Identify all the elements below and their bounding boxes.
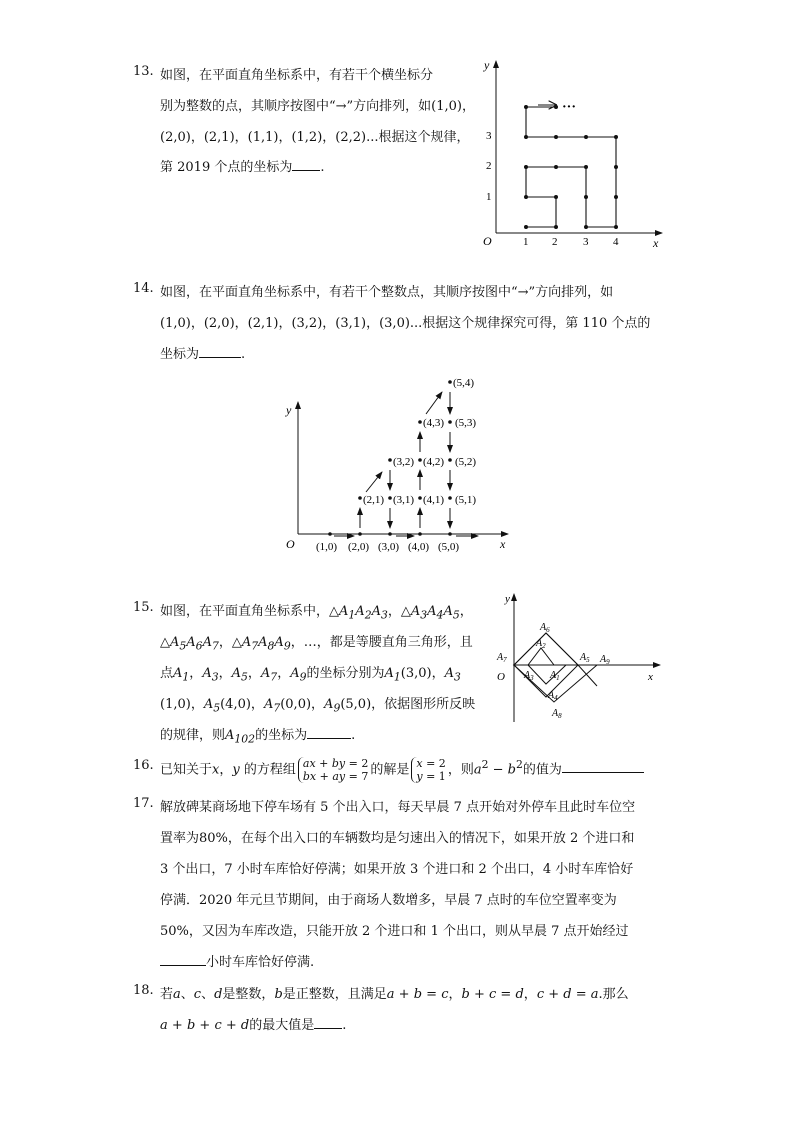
q13-number: 13. <box>133 64 154 79</box>
q13-answer-blank[interactable] <box>292 156 320 171</box>
svg-text:A7: $A_7$ <box>497 652 507 664</box>
q13-line4: 第 2019 个点的坐标为 . <box>160 156 325 175</box>
q14-pt: (3,1) <box>393 494 415 506</box>
q15-line2: $\triangle A_5A_6A_7$，$\triangle A_7A_8A_9$，…，都是等腰直角三角形，且 <box>160 635 473 653</box>
q15-origin: O <box>497 671 505 683</box>
svg-text:A2: $A_2$ <box>536 638 546 650</box>
q13-ytick: 1 <box>486 191 492 203</box>
svg-text:A5: $A_5$ <box>580 652 590 664</box>
q13-x-label: x <box>653 236 659 247</box>
q13-path <box>526 107 616 227</box>
q13-y-label: y <box>484 58 490 72</box>
q16-line1: 已知关于x，y 的方程组 ax + by = 2 bx + ay = 7 的解是 x = 2 y = 1 ，则$a^2 - b^2$的值为 <box>160 756 644 783</box>
q15-triangles <box>514 633 597 702</box>
q14-pt: (5,1) <box>455 494 477 506</box>
q14-pt: (5,3) <box>455 417 477 429</box>
q14-line1: 如图，在平面直角坐标系中，有若干个整数点，其顺序按图中“→”方向排列，如 <box>160 285 614 300</box>
q17-line4: 停满．2020 年元旦节期间，由于商场人数增多，早晨 7 点时的车位空置率变为 <box>160 893 617 908</box>
q15-number: 15. <box>133 600 154 615</box>
q16-number: 16. <box>133 758 154 773</box>
svg-text:A8: $A_8$ <box>552 708 562 720</box>
q13-xtick: 2 <box>552 236 558 247</box>
q14-number: 14. <box>133 281 154 296</box>
q15-line3: 点$A_1$，$A_3$，$A_5$，$A_7$，$A_9$的坐标分别为$A_1(3,0)$，$A_3$ <box>160 666 461 684</box>
q13-ellipsis: ··· <box>562 100 577 115</box>
q17-line6: 小时车库恰好停满. <box>160 951 314 970</box>
q13-origin: O <box>483 234 492 247</box>
q17-line2: 置率为80%，在每个出入口的车辆数均是匀速出入的情况下，如果开放 2 个进口和 <box>160 831 635 846</box>
svg-text:A9: $A_9$ <box>600 654 610 666</box>
svg-text:A4: $A_4$ <box>548 690 558 702</box>
q18-line1: 若a、c、d是整数，b是正整数，且满足a + b = c，b + c = d，c + d = a.那么 <box>160 987 629 1002</box>
q13-figure <box>476 55 666 247</box>
q15-line1: 如图，在平面直角坐标系中，$\triangle A_1A_2A_3$，$\triangle A_3A_4A_5$， <box>160 604 473 622</box>
q15-x-label: x <box>648 671 653 683</box>
svg-text:A1: $A_1$ <box>550 670 560 682</box>
q13-xtick: 1 <box>523 236 529 247</box>
q15-labels <box>496 622 610 720</box>
q17-line3: 3 个出口，7 小时车库恰好停满；如果开放 3 个进口和 2 个出口，4 小时车库恰好 <box>160 862 634 877</box>
q14-pt: (5,2) <box>455 456 477 468</box>
q18-answer-blank[interactable] <box>314 1014 342 1029</box>
q13-ytick: 2 <box>486 160 492 172</box>
q14-origin: O <box>286 537 295 551</box>
svg-text:A3: $A_3$ <box>524 670 534 682</box>
q14-answer-blank[interactable] <box>199 343 241 358</box>
q17-line5: 50%，又因为车库改造，只能开放 2 个进口和 1 个出口，则从早晨 7 点开始经过 <box>160 924 629 939</box>
q14-xpt: (2,0) <box>348 541 370 553</box>
q14-pt: (5,4) <box>453 377 475 389</box>
q14-pt: (4,3) <box>423 417 445 429</box>
q17-number: 17. <box>133 796 154 811</box>
q15-figure <box>494 590 666 725</box>
q14-pt: (3,2) <box>393 456 415 468</box>
q14-pt: (4,2) <box>423 456 445 468</box>
svg-text:A6: $A_6$ <box>540 622 550 634</box>
q18-line2: a + b + c + d的最大值是 . <box>160 1014 346 1033</box>
q18-number: 18. <box>133 983 154 998</box>
q14-line3: 坐标为 . <box>160 343 245 362</box>
q13-xtick: 3 <box>583 236 589 247</box>
q15-line5: 的规律，则$A_{102}$的坐标为 . <box>160 724 355 746</box>
q14-xpt: (4,0) <box>408 541 430 553</box>
q15-answer-blank[interactable] <box>307 724 351 739</box>
q14-pt: (4,1) <box>423 494 445 506</box>
q17-line1: 解放碑某商场地下停车场有 5 个出入口，每天早晨 7 点开始对外停车且此时车位空 <box>160 800 636 815</box>
q16-answer-blank[interactable] <box>562 758 644 773</box>
q13-line1: 如图，在平面直角坐标系中，有若干个横坐标分 <box>160 68 434 83</box>
q13-ytick: 3 <box>486 130 492 142</box>
q14-x-label: x <box>500 537 506 551</box>
q14-xpt: (1,0) <box>316 541 338 553</box>
q17-answer-blank[interactable] <box>160 951 206 966</box>
q13-xtick: 4 <box>613 236 619 247</box>
q15-y-label: y <box>505 593 510 605</box>
q14-figure <box>278 372 518 562</box>
q14-xpt: (3,0) <box>378 541 400 553</box>
q14-line2: (1,0)，(2,0)，(2,1)，(3,2)，(3,1)，(3,0)...根据这个规律探究可得，第 110 个点的 <box>160 316 651 331</box>
q13-line2: 别为整数的点，其顺序按图中“→”方向排列，如(1,0)， <box>160 99 476 114</box>
q14-pt: (2,1) <box>363 494 385 506</box>
q14-xpt: (5,0) <box>438 541 460 553</box>
q13-line3: (2,0)，(2,1)，(1,1)，(1,2)，(2,2)...根据这个规律， <box>160 130 470 145</box>
q14-y-label: y <box>286 403 292 417</box>
q15-line4: (1,0)，$A_5(4,0)$，$A_7(0,0)$，$A_9(5,0)$，依据图形所反映 <box>160 697 476 715</box>
